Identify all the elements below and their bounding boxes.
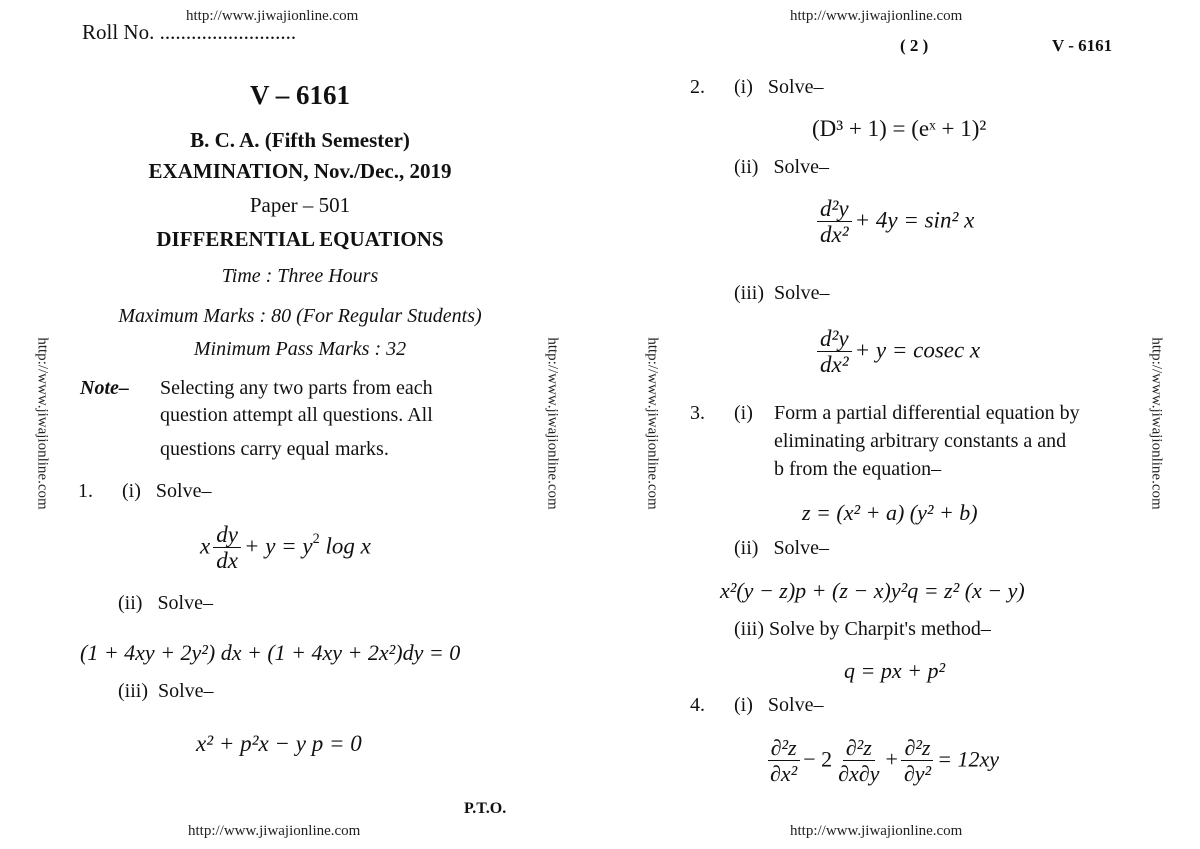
- q1-part-i-solve: Solve–: [155, 480, 212, 502]
- eq-2-ii-fraction: [817, 196, 852, 249]
- paper-code: V – 6161: [249, 80, 350, 110]
- equation-2-ii: [814, 196, 974, 249]
- header-url[interactable]: http://www.jiwajionline.com: [790, 8, 963, 24]
- eq-1-i-rest: + y = y: [243, 533, 313, 559]
- q3-part-i-label: (i): [734, 402, 753, 424]
- paper-code: V - 6161: [1052, 36, 1113, 55]
- q2-part-ii-label: (ii): [734, 156, 759, 178]
- q2-part-i-solve: Solve–: [767, 76, 824, 98]
- roll-label: Roll No.: [82, 20, 155, 44]
- eq-1-i-numerator: dy: [213, 522, 241, 548]
- pto-marker: P.T.O.: [464, 800, 507, 817]
- question-1-number: 1.: [78, 480, 93, 502]
- q1-part-ii-solve: Solve–: [157, 592, 213, 614]
- q2-part-ii: [734, 156, 829, 179]
- eq-2-ii-denominator: dx²: [820, 222, 849, 248]
- q3-part-ii-solve: Solve–: [773, 537, 829, 559]
- eq-4-i-fraction-3: [901, 736, 934, 786]
- question-2-number: 2.: [690, 76, 705, 98]
- q1-part-iii-label: (iii): [118, 680, 148, 702]
- q1-part-i: [122, 480, 211, 503]
- exam-title: EXAMINATION, Nov./Dec., 2019: [148, 159, 452, 183]
- eq-1-i-fraction: [213, 522, 241, 575]
- equation-4-i: [764, 736, 999, 786]
- header-url[interactable]: http://www.jiwajionline.com: [186, 8, 359, 24]
- eq-2-iii-denominator: dx²: [820, 352, 849, 378]
- equation-1-i: x $\frac{dy}{dx}$ + $y = y^2$ log x: [200, 522, 371, 574]
- q4-part-i: [734, 694, 823, 717]
- q3-part-i-line-1: Form a partial differential equation by: [774, 402, 1080, 424]
- question-4-number: 4.: [690, 694, 705, 716]
- q4-part-i-label: (i): [734, 694, 753, 716]
- q2-part-ii-solve: Solve–: [773, 156, 829, 178]
- eq-4-i-fraction-1: [767, 736, 800, 786]
- maximum-marks: Maximum Marks : 80 (For Regular Students): [118, 305, 482, 327]
- eq-4-i-fraction-2: [835, 736, 882, 786]
- eq-1-i-log: log x: [325, 533, 371, 559]
- course-title: B. C. A. (Fifth Semester): [190, 128, 410, 152]
- q3-part-ii-label: (ii): [734, 537, 759, 559]
- eq-4-i-f3-numerator: ∂²z: [901, 736, 933, 761]
- q3-part-iii: (iii) Solve by Charpit's method–: [734, 618, 991, 640]
- q2-part-i-label: (i): [734, 76, 753, 98]
- eq-2-iii-rest: + y = cosec x: [854, 337, 981, 363]
- q1-part-ii-label: (ii): [118, 592, 143, 614]
- q3-part-ii: [734, 537, 829, 560]
- q1-part-i-label: (i): [122, 480, 141, 502]
- eq-4-i-rhs: = 12xy: [937, 746, 999, 772]
- side-url-right[interactable]: http://www.jiwajionline.com: [544, 337, 561, 510]
- q2-part-i: [734, 76, 823, 99]
- q2-part-iii: [734, 282, 830, 305]
- eq-4-i-f1-numerator: ∂²z: [768, 736, 800, 761]
- eq-1-i-x: x: [200, 533, 211, 559]
- note-label: Note–: [80, 377, 129, 399]
- footer-url[interactable]: http://www.jiwajionline.com: [188, 823, 361, 839]
- q3-part-i-line-2: eliminating arbitrary constants a and: [774, 430, 1067, 452]
- eq-4-i-minus: − 2: [803, 746, 833, 772]
- equation-2-i: (D³ + 1) = (eˣ + 1)²: [812, 116, 987, 141]
- time-allowed: Time : Three Hours: [221, 265, 379, 287]
- equation-3-i: z = (x² + a) (y² + b): [802, 500, 978, 525]
- q1-part-iii-solve: Solve–: [158, 680, 214, 702]
- right-page: [600, 0, 1200, 849]
- side-url-left[interactable]: http://www.jiwajionline.com: [644, 337, 661, 510]
- roll-dots: ..........................: [159, 20, 297, 44]
- q1-part-iii: [118, 680, 214, 703]
- minimum-marks: Minimum Pass Marks : 32: [193, 338, 407, 360]
- q1-part-ii: [118, 592, 213, 615]
- paper-number: Paper – 501: [249, 193, 351, 217]
- note-line-3: questions carry equal marks.: [160, 438, 389, 460]
- equation-3-ii: x²(y − z)p + (z − x)y²q = z² (x − y): [720, 578, 1025, 603]
- equation-2-iii: [814, 326, 980, 379]
- q2-part-iii-solve: Solve–: [774, 282, 830, 304]
- q2-part-iii-label: (iii): [734, 282, 764, 304]
- eq-4-i-plus: +: [885, 746, 898, 772]
- eq-4-i-f1-denominator: ∂x²: [770, 761, 798, 787]
- equation-3-iii: q = px + p²: [844, 658, 946, 683]
- eq-4-i-f2-numerator: ∂²z: [843, 736, 875, 761]
- page-number: ( 2 ): [900, 36, 929, 55]
- side-url-right[interactable]: http://www.jiwajionline.com: [1148, 337, 1165, 510]
- question-3-number: 3.: [690, 402, 705, 424]
- side-url-left[interactable]: http://www.jiwajionline.com: [34, 337, 51, 510]
- roll-number-line: [82, 20, 296, 45]
- footer-url[interactable]: http://www.jiwajionline.com: [790, 823, 963, 839]
- eq-4-i-f3-denominator: ∂y²: [903, 761, 932, 787]
- q3-part-i-line-3: b from the equation–: [774, 458, 942, 480]
- eq-2-ii-rest: + 4y = sin² x: [854, 207, 975, 233]
- eq-4-i-f2-denominator: ∂x∂y: [838, 761, 880, 787]
- equation-1-ii: (1 + 4xy + 2y²) dx + (1 + 4xy + 2x²)dy = 0: [80, 640, 461, 665]
- q4-part-i-solve: Solve–: [767, 694, 824, 716]
- equation-1-iii: x² + p²x − y p = 0: [196, 731, 362, 756]
- eq-2-iii-numerator: d²y: [817, 326, 852, 352]
- eq-2-ii-numerator: d²y: [817, 196, 852, 222]
- note-line-1: Selecting any two parts from each: [160, 377, 433, 399]
- eq-2-iii-fraction: [817, 326, 852, 379]
- note-line-2: question attempt all questions. All: [160, 404, 433, 426]
- subject-title: DIFFERENTIAL EQUATIONS: [156, 227, 444, 251]
- eq-1-i-denominator: dx: [216, 548, 238, 574]
